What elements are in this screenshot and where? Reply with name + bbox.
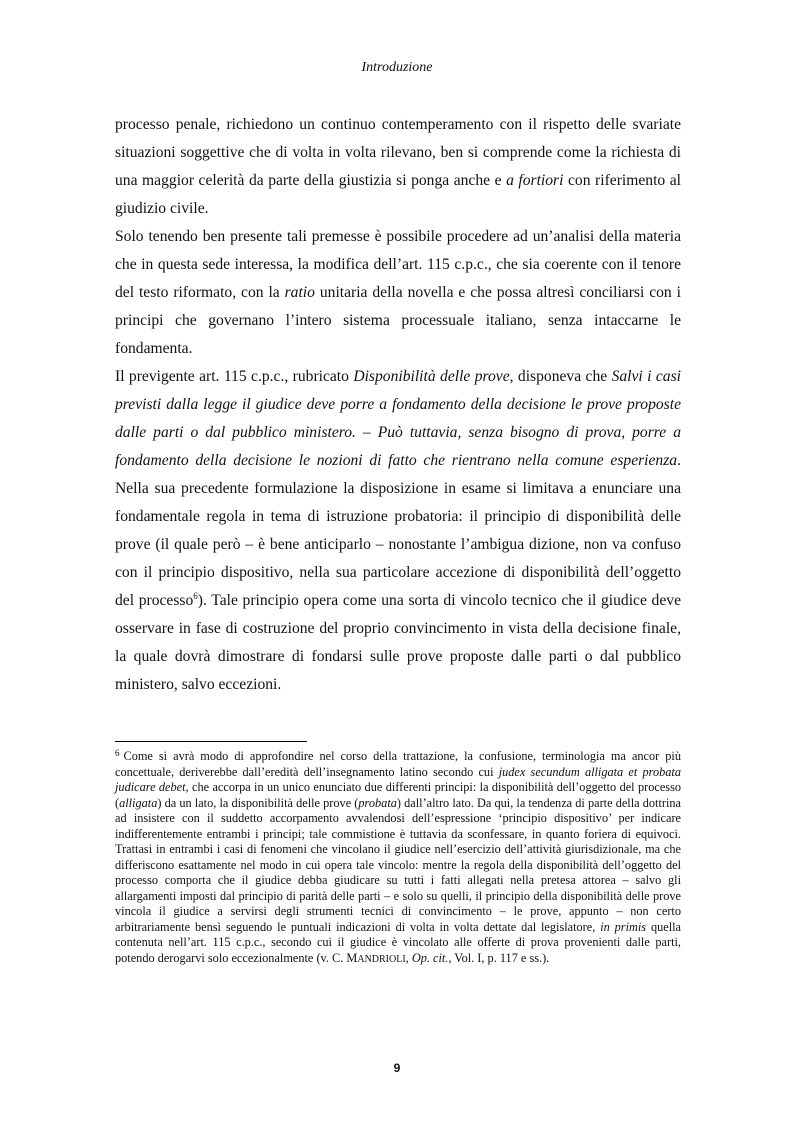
text-run: , Vol. I, p. 117 e ss.). xyxy=(448,950,550,965)
footnote-reference[interactable]: 6 xyxy=(193,591,198,601)
italic-run: Salvi i casi previsti dalla legge il giudice deve porre a fondamento della decisione le prove proposte dalle parti o dal pubblico ministero. – Può tuttavia, senza bisogno di prova, porre a fondamento della decisione le nozioni di fatto che rientrano nella comune esperienza xyxy=(115,368,681,469)
italic-run: a fortiori xyxy=(506,172,564,189)
author-name-smallcaps: ANDRIOLI xyxy=(357,953,406,965)
italic-run: Op. cit. xyxy=(411,950,449,965)
author-initial: M xyxy=(346,950,358,965)
italic-run: alligata xyxy=(119,795,158,810)
text-run: , xyxy=(405,950,412,965)
text-run: Il previgente art. 115 c.p.c., rubricato xyxy=(115,368,354,385)
text-run: quella contenuta nell’art. 115 c.p.c., secondo cui il giudice è vincolato alle offerte di prova provenienti dalle parti, potendo derogarvi solo eccezionalmente (v. C. xyxy=(115,919,682,965)
footnote-separator xyxy=(115,741,307,742)
paragraph-1 xyxy=(115,111,681,223)
text-run: ). Tale principio opera come una sorta di vincolo tecnico che il giudice deve osservare in fase di costruzione del proprio convincimento in vista della decisione finale, la quale dovrà dimostrare di fondarsi sulle prove proposte dalle parti o dal pubblico ministero, salvo eccezioni. xyxy=(115,592,681,693)
footnote-number: 6 xyxy=(115,748,120,758)
text-run: ) dall’altro lato. Da qui, la tendenza di parte della dottrina ad insistere con il suddetto accorpamento avvalendosi dell’espressione ‘principio dispositivo’ per indicare indifferentemente entrambi i principi; tale commistione è tuttavia da sconfessare, in quanto foriera di equivoci. Trattasi in entrambi i casi di fenomeni che vincolano il giudice nell’esercizio dell’attività giurisdizionale, ma che differiscono esattamente nel modo in cui opera tale vincolo: mentre la regola della disponibilità dell’oggetto del processo comporta che il giudice debba giudicare su tutti i fatti allegati nella pretesa attorea – salvo gli allargamenti imposti dal principio di parità delle parti – e solo su quelli, il principio della disponibilità delle prove vincola il giudice a servirsi degli strumenti tecnici di convincimento – le prove, appunto – non certo arbitrariamente bensì seguendo le puntuali indicazioni di volta in volta dettate dal legislatore, xyxy=(115,795,681,934)
text-run: con riferimento al giudizio civile. xyxy=(115,172,681,217)
page-number: 9 xyxy=(393,1061,401,1075)
text-run: Come si avrà modo di approfondire nel corso della trattazione, la confusione, terminologia ma ancor più concettuale, deriverebbe dall’eredità dell’insegnamento latino secondo cui xyxy=(115,749,681,779)
footnote-text xyxy=(115,749,681,967)
footnote-6 xyxy=(115,749,681,967)
paragraph-3 xyxy=(115,363,681,699)
text-run: . Nella sua precedente formulazione la disposizione in esame si limitava a enunciare una fondamentale regola in tema di istruzione probatoria: il principio di disponibilità delle prove (il quale però – è bene anticiparlo – nonostante l’ambigua dizione, non va confuso con il principio dispositivo, nella sua particolare accezione di disponibilità dell’oggetto del processo xyxy=(115,452,681,609)
text-run: Solo tenendo ben presente tali premesse è possibile procedere ad un’analisi della materia che in questa sede interessa, la modifica dell’art. 115 c.p.c., che sia coerente con il tenore del testo riformato, con la xyxy=(115,228,681,301)
running-header: Introduzione xyxy=(361,60,433,75)
text-run: , che accorpa in un unico enunciato due differenti principi: la disponibilità dell’oggetto del processo ( xyxy=(115,780,682,810)
text-run: , disponeva che xyxy=(509,368,612,385)
main-text xyxy=(115,111,681,699)
text-run: ) da un lato, la disponibilità delle prove ( xyxy=(157,795,359,810)
text-run: processo penale, richiedono un continuo contemperamento con il rispetto delle svariate situazioni soggettive che di volta in volta rilevano, ben si comprende come la richiesta di una maggior celerità da parte della giustizia si ponga anche e xyxy=(115,116,681,189)
italic-run: judex secundum alligata et probata judicare debet xyxy=(115,764,681,794)
italic-run: ratio xyxy=(284,284,315,301)
italic-run: in primis xyxy=(600,919,647,934)
paragraph-2 xyxy=(115,223,681,363)
text-run: unitaria della novella e che possa altresì conciliarsi con i principi che governano l’intero sistema processuale italiano, senza intaccarne le fondamenta. xyxy=(115,284,681,357)
italic-run: Disponibilità delle prove xyxy=(353,368,510,385)
italic-run: probata xyxy=(358,795,397,810)
